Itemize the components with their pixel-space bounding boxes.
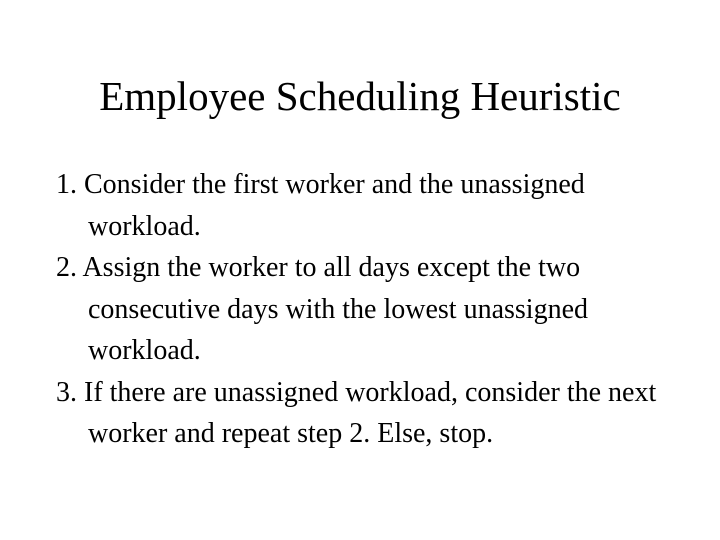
slide-title: Employee Scheduling Heuristic (99, 73, 621, 119)
step-1: 1. Consider the first worker and the unassigned workload. (56, 169, 585, 242)
step-2: 2. Assign the worker to all days except the two consecutive days with the lowest unassigned workload. (56, 252, 589, 366)
step-3: 3. If there are unassigned workload, consider the next worker and repeat step 2. Else, stop. (56, 376, 657, 449)
step-list (56, 164, 696, 455)
